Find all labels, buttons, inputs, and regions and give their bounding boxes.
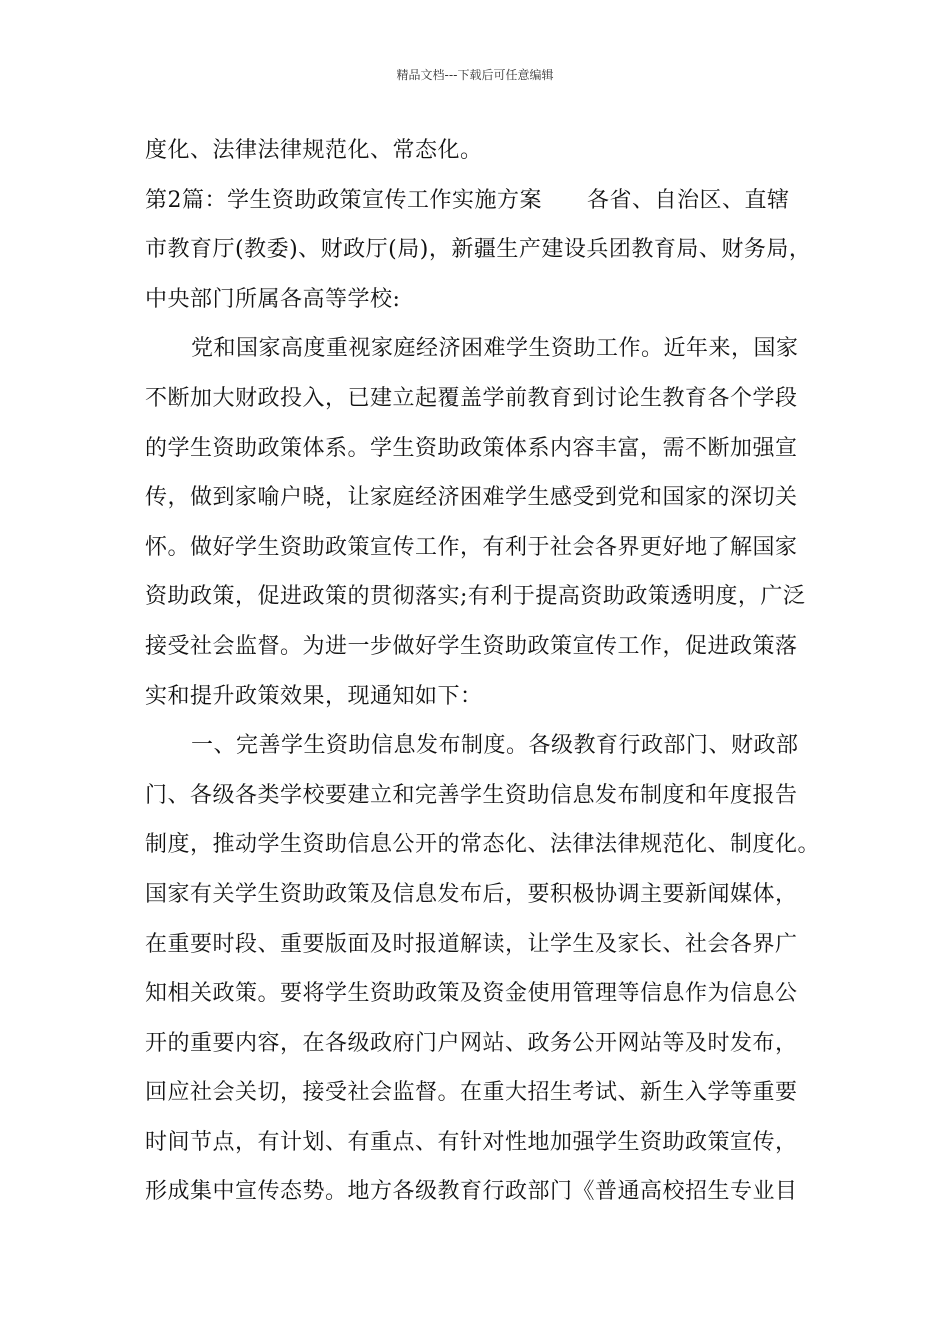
text-line: 中央部门所属各高等学校: (145, 286, 401, 312)
text-line: 门、各级各类学校要建立和完善学生资助信息发布制度和年度报告 (145, 782, 798, 808)
text-line: 知相关政策。要将学生资助政策及资金使用管理等信息作为信息公 (145, 981, 798, 1007)
page-header: 精品文档---下载后可任意编辑 (396, 68, 554, 82)
paragraph-first-line: 党和国家高度重视家庭经济困难学生资助工作。近年来，国家 (191, 336, 799, 362)
section-title-line: 第2篇：学生资助政策宣传工作实施方案 各省、自治区、直辖 (145, 187, 790, 213)
text-line: 不断加大财政投入，已建立起覆盖学前教育到讨论生教育各个学段 (145, 385, 798, 411)
text-line: 形成集中宣传态势。地方各级教育行政部门《普通高校招生专业目 (145, 1179, 798, 1205)
text-line: 度化、法律法律规范化、常态化。 (145, 138, 483, 163)
text-line: 实和提升政策效果，现通知如下： (145, 683, 483, 709)
text-line: 回应社会关切，接受社会监督。在重大招生考试、新生入学等重要 (145, 1080, 798, 1106)
text-line: 怀。做好学生资助政策宣传工作，有利于社会各界更好地了解国家 (145, 534, 798, 560)
paragraph-first-line: 一、完善学生资助信息发布制度。各级教育行政部门、财政部 (191, 733, 799, 759)
text-line: 国家有关学生资助政策及信息发布后，要积极协调主要新闻媒体， (145, 881, 798, 907)
text-line: 时间节点，有计划、有重点、有针对性地加强学生资助政策宣传， (145, 1129, 798, 1155)
text-line: 资助政策，促进政策的贯彻落实;有利于提高资助政策透明度，广泛 (145, 584, 806, 610)
text-line: 制度，推动学生资助信息公开的常态化、法律法律规范化、制度化。 (145, 832, 821, 858)
text-line: 接受社会监督。为进一步做好学生资助政策宣传工作，促进政策落 (145, 633, 798, 659)
text-line: 传，做到家喻户晓，让家庭经济困难学生感受到党和国家的深切关 (145, 485, 798, 511)
text-line: 开的重要内容，在各级政府门户网站、政务公开网站等及时发布， (145, 1030, 798, 1056)
text-line: 的学生资助政策体系。学生资助政策体系内容丰富，需不断加强宣 (145, 435, 798, 461)
document-body (145, 126, 821, 1217)
text-line: 市教育厅(教委)、财政厅(局)，新疆生产建设兵团教育局、财务局， (145, 237, 812, 263)
text-line: 在重要时段、重要版面及时报道解读，让学生及家长、社会各界广 (145, 931, 798, 957)
